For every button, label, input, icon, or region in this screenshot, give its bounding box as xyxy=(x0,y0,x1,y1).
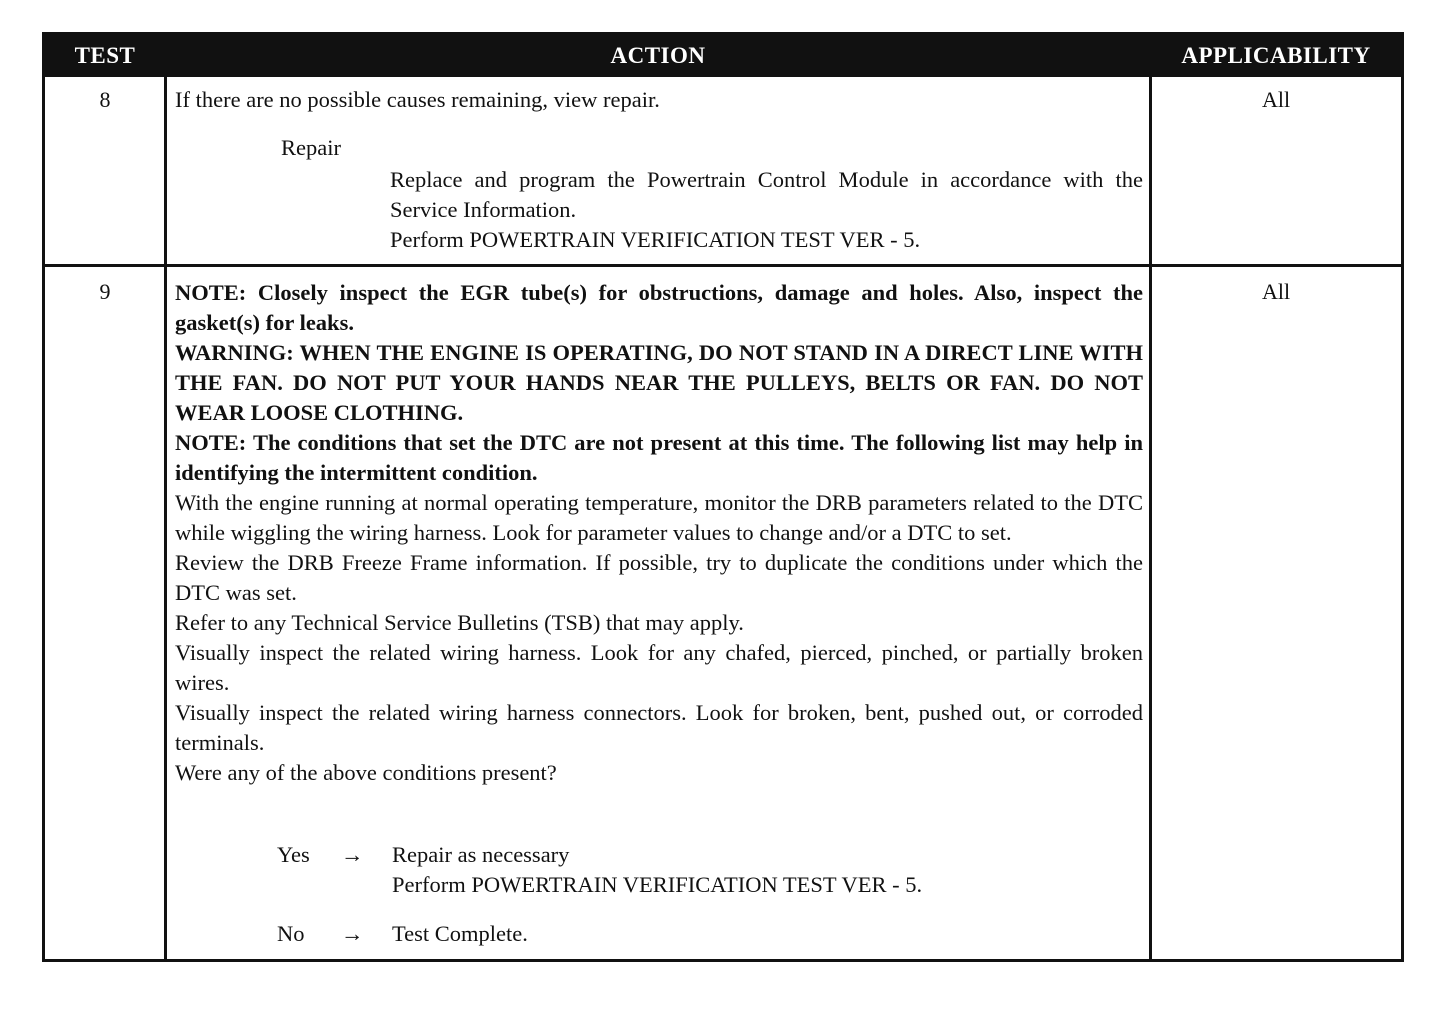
repair-label: Repair xyxy=(281,135,341,160)
applicability-9: All xyxy=(1261,279,1291,304)
note-paragraph: NOTE: Closely inspect the EGR tube(s) for obstructions, damage and holes. Also, inspect the gasket(s) for leaks. xyxy=(175,280,1143,335)
note-paragraph: NOTE: The conditions that set the DTC are not present at this time. The following list may help in identifying the intermittent condition. xyxy=(175,430,1143,485)
header-action: ACTION xyxy=(610,43,706,68)
instruction-paragraph: Visually inspect the related wiring harness connectors. Look for broken, bent, pushed out, or corroded terminals. xyxy=(175,700,1143,755)
instruction-paragraph: With the engine running at normal operating temperature, monitor the DRB parameters related to the DTC while wiggling the wiring harness. Look for parameter values to change and/or a DTC to set. xyxy=(175,490,1143,545)
column-divider xyxy=(164,77,167,959)
yes-label: Yes xyxy=(277,842,310,867)
question-paragraph: Were any of the above conditions present? xyxy=(175,760,557,785)
test-number-9: 9 xyxy=(99,279,111,304)
arrow-right-icon: → xyxy=(341,842,364,867)
yes-response xyxy=(277,840,1147,900)
action-text-8 xyxy=(175,85,1143,255)
applicability-8: All xyxy=(1261,87,1291,112)
header-test: TEST xyxy=(74,43,136,68)
warning-paragraph: WARNING: WHEN THE ENGINE IS OPERATING, DO NOT STAND IN A DIRECT LINE WITH THE FAN. DO NOT PUT YOUR HANDS NEAR THE PULLEYS, BELTS OR FAN. DO NOT WEAR LOOSE CLOTHING. xyxy=(175,340,1143,425)
diagnostic-table xyxy=(42,32,1404,962)
header-applicability: APPLICABILITY xyxy=(1181,43,1371,68)
row8-intro: If there are no possible causes remaining, view repair. xyxy=(175,87,660,112)
yes-line: Repair as necessary xyxy=(392,842,570,867)
test-number-8: 8 xyxy=(99,87,111,112)
instruction-paragraph: Refer to any Technical Service Bulletins (TSB) that may apply. xyxy=(175,610,744,635)
instruction-paragraph: Review the DRB Freeze Frame information. If possible, try to duplicate the conditions under which the DTC was set. xyxy=(175,550,1143,605)
action-text-9 xyxy=(175,278,1143,788)
row-divider xyxy=(45,264,1401,267)
repair-line: Perform POWERTRAIN VERIFICATION TEST VER - 5. xyxy=(390,227,921,252)
no-response xyxy=(277,919,1147,949)
yes-line: Perform POWERTRAIN VERIFICATION TEST VER - 5. xyxy=(392,872,923,897)
repair-line: Replace and program the Powertrain Control Module in accordance with the Service Information. xyxy=(390,167,1143,222)
arrow-right-icon: → xyxy=(341,921,364,946)
no-line: Test Complete. xyxy=(392,921,528,946)
instruction-paragraph: Visually inspect the related wiring harness. Look for any chafed, pierced, pinched, or partially broken wires. xyxy=(175,640,1143,695)
no-label: No xyxy=(277,921,305,946)
table-header xyxy=(45,35,1401,77)
column-divider xyxy=(1149,77,1152,959)
